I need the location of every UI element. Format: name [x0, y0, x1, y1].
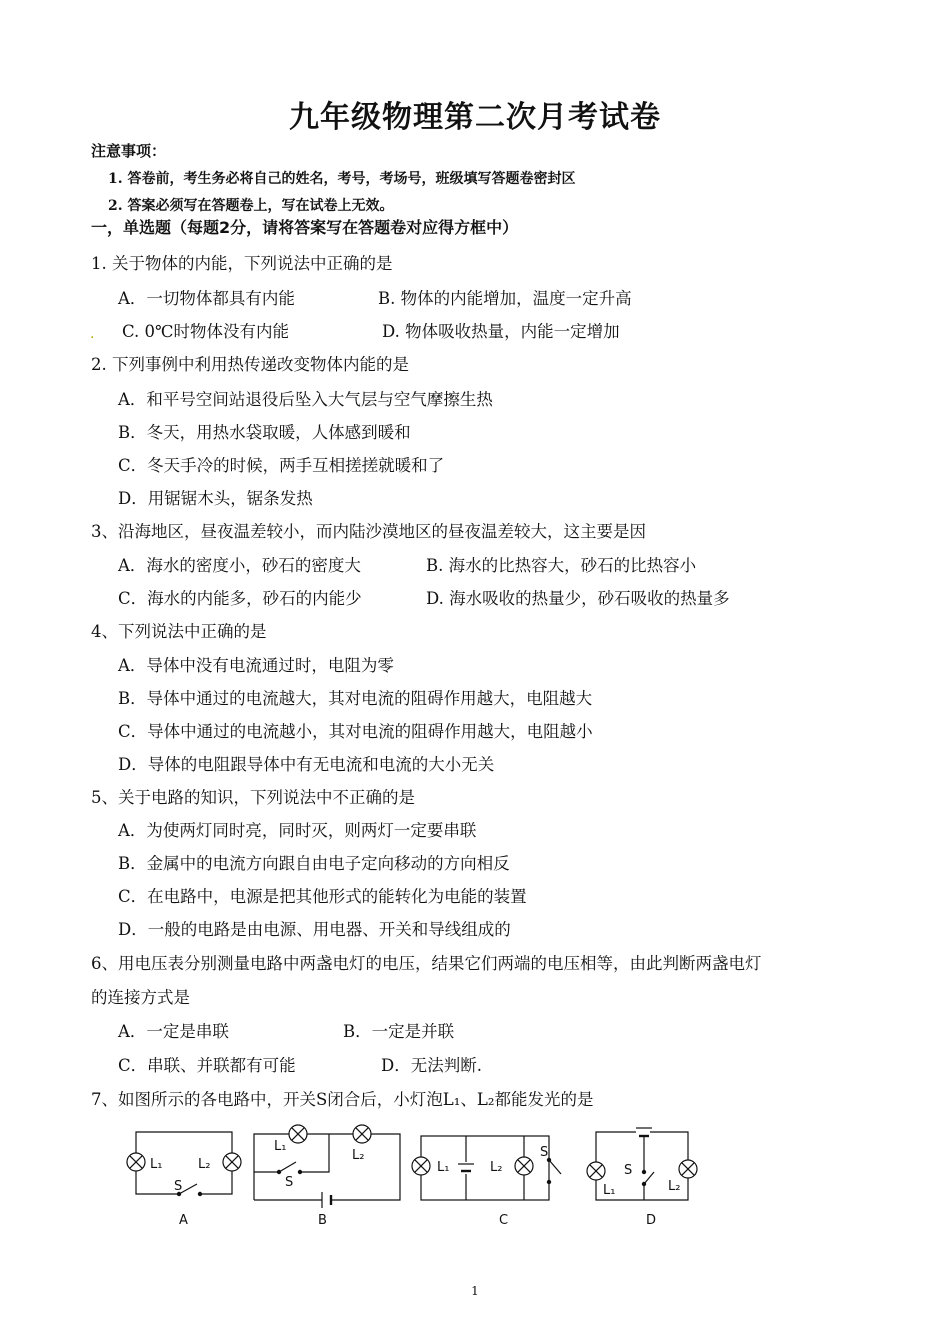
question-5-stem: 5、关于电路的知识，下列说法中不正确的是: [91, 788, 415, 807]
figure-label-b: B: [318, 1213, 327, 1228]
lamp-l1-icon: [587, 1162, 605, 1180]
question-6-option-d: D．无法判断.: [381, 1056, 482, 1075]
question-1-option-d: D. 物体吸收热量，内能一定增加: [382, 322, 620, 341]
page-title: 九年级物理第二次月考试卷: [289, 100, 661, 135]
section-heading: 一，单选题（每题2分，请将答案写在答题卷对应得方框中）: [91, 218, 519, 237]
question-3-option-b: B. 海水的比热容大，砂石的比热容小: [426, 556, 697, 575]
question-4-option-d: D．导体的电阻跟导体中有无电流和电流的大小无关: [118, 755, 495, 774]
question-5-option-d: D．一般的电路是由电源、用电器、开关和导线组成的: [118, 920, 511, 939]
label-s: S: [174, 1179, 183, 1194]
lamp-l1-icon: [127, 1153, 145, 1171]
figure-label-a: A: [179, 1213, 188, 1228]
question-6-option-c: C．串联、并联都有可能: [118, 1056, 296, 1075]
label-l1: L₁: [274, 1139, 287, 1154]
circuit-c: [412, 1136, 561, 1200]
lamp-l2-icon: [515, 1157, 533, 1175]
question-5-option-b: B．金属中的电流方向跟自由电子定向移动的方向相反: [118, 854, 510, 873]
lamp-l1-icon: [289, 1125, 307, 1143]
circuit-a: [127, 1132, 241, 1196]
figure-label-d: D: [646, 1213, 657, 1228]
question-4-option-a: A．导体中没有电流通过时，电阻为零: [118, 656, 394, 675]
question-1-option-c: C. 0℃时物体没有内能: [122, 322, 289, 341]
lamp-l1-icon: [412, 1157, 430, 1175]
question-1-option-b: B. 物体的内能增加，温度一定升高: [378, 289, 632, 308]
question-5-option-a: A．为使两灯同时亮，同时灭，则两灯一定要串联: [118, 821, 477, 840]
marker-dot: .: [90, 326, 95, 342]
question-6-option-a: A．一定是串联: [118, 1022, 229, 1041]
question-1-option-a: A．一切物体都具有内能: [118, 289, 295, 308]
question-6-stem-line1: 6、用电压表分别测量电路中两盏电灯的电压，结果它们两端的电压相等，由此判断两盏电灯: [91, 954, 762, 973]
question-6-option-b: B．一定是并联: [343, 1022, 455, 1041]
question-3-option-d: D. 海水吸收的热量少，砂石吸收的热量多: [426, 589, 730, 608]
label-l1: L₁: [603, 1183, 616, 1198]
question-4-option-c: C．导体中通过的电流越小，其对电流的阻碍作用越大，电阻越小: [118, 722, 593, 741]
label-l2: L₂: [198, 1157, 211, 1172]
question-4-stem: 4、下列说法中正确的是: [91, 622, 267, 641]
lamp-l2-icon: [679, 1160, 697, 1178]
question-7-stem: 7、如图所示的各电路中，开关S闭合后，小灯泡L₁、L₂都能发光的是: [91, 1090, 594, 1109]
question-2-option-b: B．冬天，用热水袋取暖，人体感到暖和: [118, 423, 411, 442]
question-5-option-c: C．在电路中，电源是把其他形式的能转化为电能的装置: [118, 887, 527, 906]
question-3-stem: 3、沿海地区，昼夜温差较小，而内陆沙漠地区的昼夜温差较大，这主要是因: [91, 522, 646, 541]
circuit-diagrams: [124, 1124, 704, 1212]
label-l2: L₂: [668, 1179, 681, 1194]
notice-item-1: 1. 答卷前，考生务必将自己的姓名，考号，考场号，班级填写答题卷密封区: [108, 171, 576, 187]
question-2-option-a: A．和平号空间站退役后坠入大气层与空气摩擦生热: [118, 390, 493, 409]
circuit-b: [254, 1125, 400, 1208]
lamp-l2-icon: [353, 1125, 371, 1143]
notice-heading: 注意事项：: [91, 142, 167, 160]
question-2-option-d: D．用锯锯木头，锯条发热: [118, 489, 313, 508]
label-s: S: [540, 1145, 549, 1160]
label-s: S: [624, 1163, 633, 1178]
question-2-option-c: C．冬天手冷的时候，两手互相搓搓就暖和了: [118, 456, 445, 475]
question-4-option-b: B．导体中通过的电流越大，其对电流的阻碍作用越大，电阻越大: [118, 689, 593, 708]
lamp-l2-icon: [223, 1153, 241, 1171]
label-l1: L₁: [150, 1157, 163, 1172]
question-6-stem-line2: 的连接方式是: [91, 988, 190, 1007]
question-1-stem: 1. 关于物体的内能，下列说法中正确的是: [91, 254, 393, 273]
page-number: 1: [471, 1284, 479, 1298]
label-l1: L₁: [437, 1160, 450, 1175]
notice-item-2: 2. 答案必须写在答题卷上，写在试卷上无效。: [108, 198, 394, 214]
label-l2: L₂: [490, 1160, 503, 1175]
label-s: S: [285, 1175, 294, 1190]
question-2-stem: 2. 下列事例中利用热传递改变物体内能的是: [91, 355, 409, 374]
question-3-option-c: C．海水的内能多，砂石的内能少: [118, 589, 362, 608]
figure-label-c: C: [499, 1213, 509, 1228]
question-3-option-a: A．海水的密度小，砂石的密度大: [118, 556, 361, 575]
label-l2: L₂: [352, 1148, 365, 1163]
